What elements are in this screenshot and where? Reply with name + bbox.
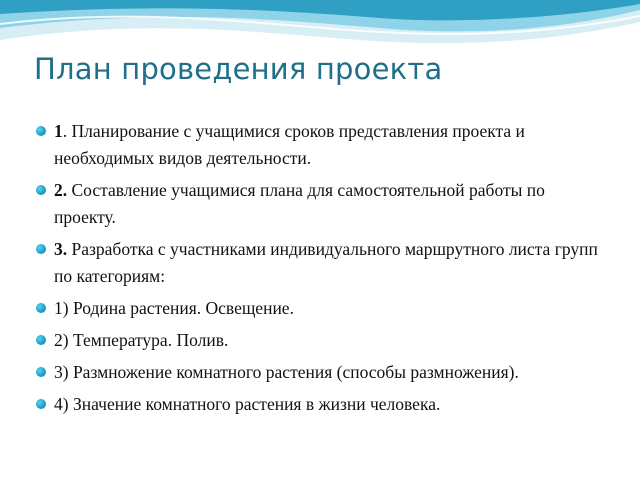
item-number: 2. xyxy=(54,180,68,200)
bullet-dot-icon xyxy=(36,399,46,409)
list-item xyxy=(36,236,606,290)
item-text: 4) Значение комнатного растения в жизни человека. xyxy=(54,394,441,414)
item-text: Составление учащимися плана для самостоятельной работы по проекту. xyxy=(54,180,545,227)
bullet-dot-icon xyxy=(36,367,46,377)
bullet-dot-icon xyxy=(36,185,46,195)
list-item xyxy=(36,359,606,386)
list-item xyxy=(36,177,606,231)
item-text: 2) Температура. Полив. xyxy=(54,330,229,350)
bullet-dot-icon xyxy=(36,244,46,254)
header-wave-decoration xyxy=(0,0,640,60)
bullet-list xyxy=(36,118,606,423)
bullet-dot-icon xyxy=(36,303,46,313)
item-text: . Планирование с учащимися сроков представления проекта и необходимых видов деятельности. xyxy=(54,121,525,168)
list-item xyxy=(36,295,606,322)
item-number: 1 xyxy=(54,121,63,141)
item-text: 3) Размножение комнатного растения (способы размножения). xyxy=(54,362,519,382)
item-number: 3. xyxy=(54,239,68,259)
list-item xyxy=(36,118,606,172)
item-text: Разработка с участниками индивидуального маршрутного листа групп по категориям: xyxy=(54,239,598,286)
list-item xyxy=(36,391,606,418)
bullet-dot-icon xyxy=(36,126,46,136)
page-title: План проведения проекта xyxy=(34,52,443,86)
item-text: 1) Родина растения. Освещение. xyxy=(54,298,294,318)
list-item xyxy=(36,327,606,354)
bullet-dot-icon xyxy=(36,335,46,345)
